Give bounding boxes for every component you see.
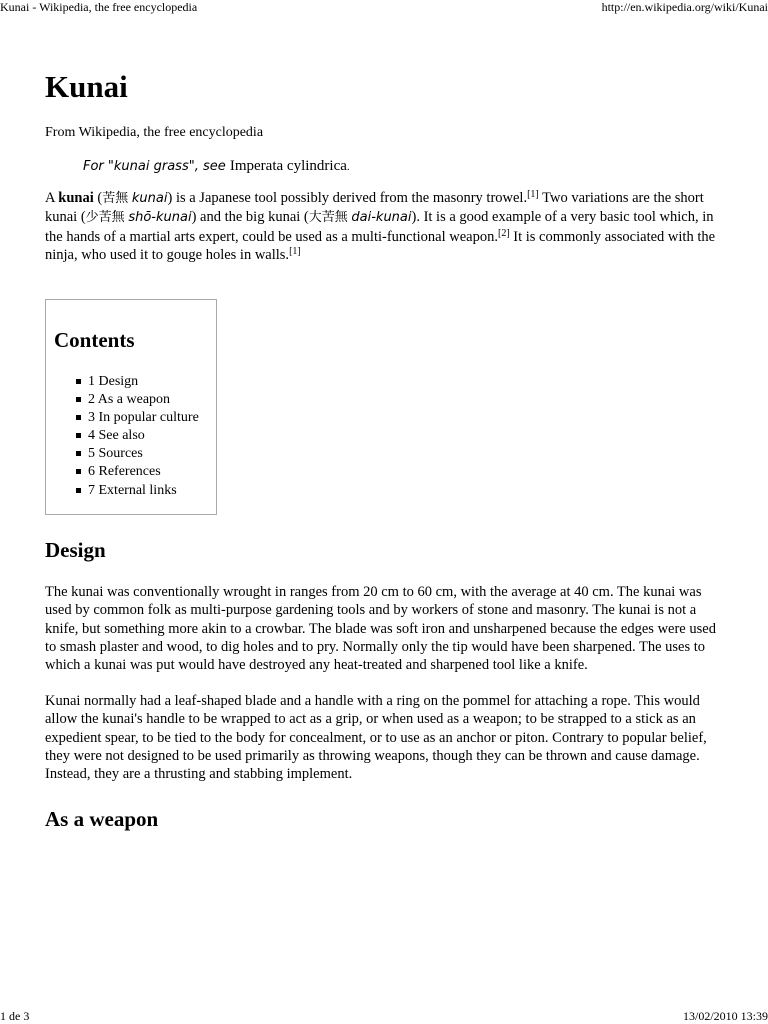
- design-paragraph-2: Kunai normally had a leaf-shaped blade and a handle with a ring on the pommel for attaching a rope. This would allow the kunai's handle to be wrapped to act as a grip, or when used as a weapon; to be strapped to a stick as an expedient spear, to be tied to the body for concealment, or to use as an anchor or piton. Contrary to popular belief, they were not designed to be used primarily as throwing weapons, though they can be thrown and cause damage. Instead, they are a thrusting and stabbing implement.: [45, 693, 707, 783]
- toc-item-label: 7 External links: [88, 482, 177, 498]
- intro-term: kunai: [58, 190, 94, 206]
- hatnote-link[interactable]: Imperata cylindrica: [229, 158, 347, 174]
- intro-paragraph: [45, 189, 725, 264]
- romaji-term: shō-kunai: [128, 210, 192, 226]
- hatnote-prefix: For "kunai grass", see: [83, 159, 230, 174]
- print-footer-page: 1 de 3: [0, 1009, 30, 1023]
- toc-item-label: 1 Design: [88, 374, 139, 389]
- table-of-contents: [45, 299, 217, 515]
- hatnote: [83, 157, 350, 176]
- japanese-term: 苦無: [102, 191, 129, 206]
- bullet-icon: [76, 379, 81, 384]
- romaji-term: kunai: [131, 191, 168, 206]
- toc-item-as-a-weapon[interactable]: [76, 391, 199, 409]
- toc-item-label: 3 In popular culture: [88, 410, 199, 426]
- intro-text: It is commonly associated with the ninja, who used it to gouge holes in walls.: [45, 228, 716, 263]
- bullet-icon: [76, 451, 81, 456]
- toc-item-design[interactable]: [76, 373, 199, 391]
- bullet-icon: [76, 415, 81, 420]
- site-tagline: From Wikipedia, the free encyclopedia: [45, 125, 264, 140]
- reference-link[interactable]: [2]: [497, 227, 510, 239]
- bullet-icon: [76, 469, 81, 474]
- toc-item-references[interactable]: [76, 463, 199, 481]
- bullet-icon: [76, 488, 81, 493]
- japanese-term: 大苦無: [308, 210, 348, 226]
- toc-item-external-links[interactable]: [76, 482, 199, 500]
- intro-text: ) is a Japanese tool possibly derived from the masonry trowel.: [167, 190, 528, 206]
- romaji-term: dai-kunai: [351, 210, 412, 226]
- toc-item-label: 2 As a weapon: [88, 392, 171, 408]
- print-header-title: Kunai - Wikipedia, the free encyclopedia: [0, 0, 198, 14]
- intro-text: ). It is a good example of a very basic tool which, in the hands of a martial arts expert, could be used as a multi-functional weapon.: [45, 209, 714, 245]
- toc-item-see-also[interactable]: [76, 427, 199, 445]
- toc-list: [76, 373, 199, 500]
- bullet-icon: [76, 433, 81, 438]
- intro-text: Two variations are the short kunai (: [45, 190, 704, 226]
- toc-item-label: 6 References: [88, 464, 161, 480]
- print-header-url: http://en.wikipedia.org/wiki/Kunai: [601, 0, 768, 14]
- print-footer-timestamp: 13/02/2010 13:39: [682, 1009, 768, 1023]
- page-title: Kunai: [45, 69, 128, 104]
- intro-text: ) and the big kunai (: [191, 209, 309, 226]
- hatnote-suffix: .: [346, 161, 350, 173]
- toc-item-label: 5 Sources: [88, 446, 143, 462]
- intro-text: (: [93, 190, 103, 206]
- toc-title: Contents: [54, 328, 135, 352]
- reference-link[interactable]: [1]: [527, 189, 539, 200]
- toc-item-in-popular-culture[interactable]: [76, 409, 199, 427]
- section-heading-design: Design: [45, 538, 106, 562]
- intro-text: A: [45, 190, 59, 206]
- bullet-icon: [76, 397, 81, 402]
- design-paragraph-1: The kunai was conventionally wrought in ranges from 20 cm to 60 cm, with the average at 40 cm. The kunai was used by common folk as multi-purpose gardening tools and by workers of stone and masonry. The kunai is not a knife, but something more akin to a crowbar. The blade was soft iron and unsharpened because the edges were used to smash plaster and wood, to dig holes and to pry. Normally only the tip would have been sharpened. The uses to which a kunai was put would have destroyed any heat-treated and sharpened tool like a knife.: [45, 584, 716, 674]
- section-heading-as-a-weapon: As a weapon: [45, 807, 159, 831]
- toc-item-label: 4 See also: [88, 428, 145, 444]
- japanese-term: 少苦無: [85, 210, 125, 226]
- reference-link[interactable]: [1]: [289, 245, 301, 257]
- toc-item-sources[interactable]: [76, 445, 199, 463]
